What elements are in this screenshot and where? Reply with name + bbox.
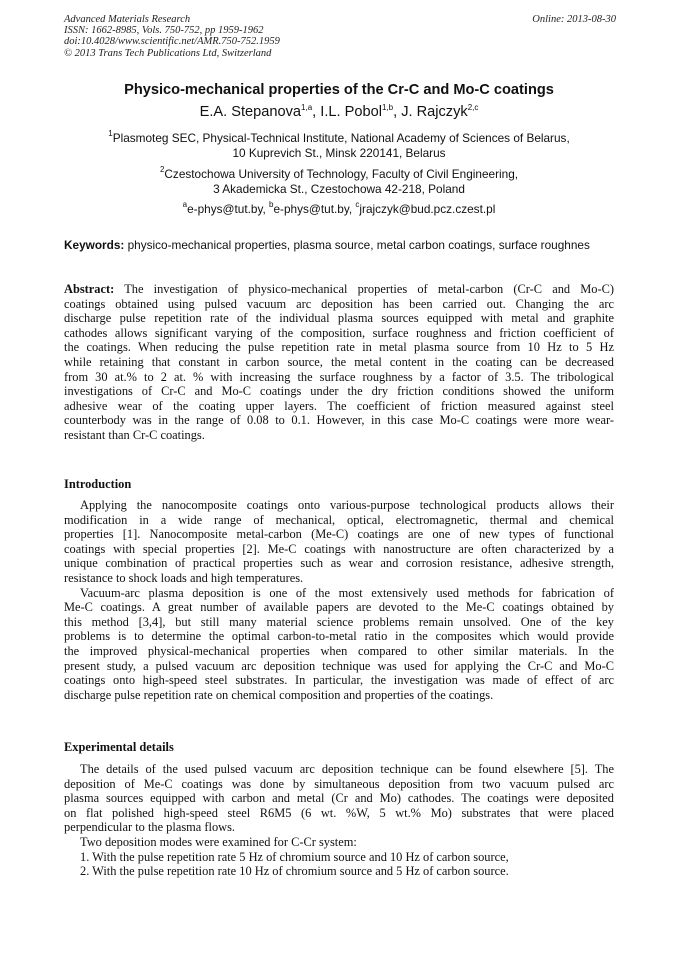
abstract-line: investigations of Cr-C and Mo-C coatings under the dry friction conditions showed the uniform: [64, 384, 614, 399]
abstract-label: Abstract:: [64, 282, 115, 296]
body-line: plasma sources equipped with carbon and metal (Cr and Mo) cathodes. The coatings were deposited: [64, 791, 614, 806]
journal-issn: ISSN: 1662-8985, Vols. 750-752, pp 1959-1962: [64, 25, 264, 37]
abstract-line: discharge pulse repetition rate of the individual plasma sources equipped with metal and graphite: [64, 311, 614, 326]
abstract-line: coatings obtained using pulsed vacuum arc deposition has been carried out. Changing the arc: [64, 296, 614, 311]
author-name: I.L. Pobol: [320, 104, 382, 120]
email-link[interactable]: e-phys@tut.by,: [187, 202, 266, 216]
abstract-line: counterbody was in the range of 0.08 to 0.1. However, in this case Mo-C coatings were more wear-: [64, 413, 614, 428]
email-mark: a: [182, 200, 188, 209]
body-line: Me-C coatings. A great number of available papers are devoted to the Me-C coatings obtained by: [64, 600, 614, 615]
body-line: unique combination of practical properties such as wear and corrosion resistance, adhesive strength,: [64, 556, 614, 571]
email-mark: c: [355, 200, 360, 209]
author-name: E.A. Stepanova: [199, 104, 302, 120]
section-heading-experimental: Experimental details: [64, 740, 174, 754]
affil-line: Czestochowa University of Technology, Faculty of Civil Engineering,: [164, 167, 519, 181]
abstract-line: from 30 at.% to 2 at. % with increasing the surface roughness by a factor of 3.5. The tribological: [64, 369, 614, 384]
journal-copyright: © 2013 Trans Tech Publications Ltd, Switzerland: [64, 47, 272, 59]
body-line: Vacuum-arc plasma deposition is one of the most extensively used methods for fabrication of: [80, 585, 614, 600]
abstract-line: cathodes allows significant varying of the composition, surface roughness and friction coefficient of: [64, 325, 614, 340]
body-line: coatings onto high-speed steel substrates. In particular, the investigation was made of effect of arc: [64, 673, 614, 688]
section-heading-introduction: Introduction: [64, 477, 132, 491]
affil-line: 3 Akademicka St., Czestochowa 42-218, Poland: [213, 181, 465, 196]
journal-name: Advanced Materials Research: [64, 14, 191, 25]
author-name: J. Rajczyk: [401, 104, 468, 120]
body-line: coatings with special properties [2]. Me-C coatings with nanostructure are often characterized by a: [64, 541, 614, 556]
affil-mark: 1: [108, 129, 113, 138]
body-line: perpendicular to the plasma flows.: [64, 820, 236, 835]
body-line: discharge pulse repetition rate on chemical composition and properties of the coatings.: [64, 687, 494, 702]
affiliation-2: [40, 167, 638, 196]
journal-doi[interactable]: doi:10.4028/www.scientific.net/AMR.750-752.1959: [64, 36, 280, 48]
abstract-line: resistant than Cr-C coatings.: [64, 427, 205, 442]
author-affil-mark: 1,a: [301, 103, 313, 112]
body-line: modification in a wide range of mechanical, optical, electromagnetic, thermal and chemical: [64, 512, 614, 527]
body-line: present study, a pulsed vacuum arc deposition technique was used for applying the Cr-C and Mo-C: [64, 658, 614, 673]
body-line: properties [1]. Nanocomposite metal-carbon (Me-C) coatings are one of new types of functional: [64, 527, 614, 542]
abstract-line: the coatings. When reducing the pulse repetition rate in metal plasma source from 10 Hz to 5 Hz: [64, 340, 614, 355]
body-line: this method [3,4], but still many material science problems remain unsolved. One of the key: [64, 614, 614, 629]
email-link[interactable]: e-phys@tut.by,: [273, 202, 353, 216]
abstract-line: adhesive wear of the coating upper layers. The coefficient of friction measured against steel: [64, 398, 614, 413]
experimental-body: [64, 762, 614, 879]
body-line: the improved physical-mechanical properties when compared to other similar materials. In the: [64, 643, 614, 658]
keywords-text: physico-mechanical properties, plasma source, metal carbon coatings, surface roughnes: [127, 238, 590, 252]
keywords: [64, 238, 614, 252]
affil-mark: 2: [159, 165, 165, 174]
list-item: 1. With the pulse repetition rate 5 Hz of chromium source and 10 Hz of carbon source,: [80, 849, 509, 864]
online-date: Online: 2013-08-30: [532, 14, 616, 25]
email-link[interactable]: jrajczyk@bud.pcz.czest.pl: [359, 202, 496, 216]
list-item: 2. With the pulse repetition rate 10 Hz of chromium source and 5 Hz of carbon source.: [80, 864, 509, 879]
body-line: on flat polished high-speed steel R6M5 (6 wt. %W, 5 wt.% Mo) substrates that were placed: [64, 805, 614, 820]
author-affil-mark: 1,b: [381, 103, 394, 112]
running-header: [64, 14, 616, 59]
affil-line: Plasmoteg SEC, Physical-Technical Institute, National Academy of Sciences of Belarus,: [112, 131, 570, 145]
author-list: E.A. Stepanova$^{1,a}$, I.L. Pobol$^{1,b}$, J. Rajczyk$^{2,c}$: [199, 103, 479, 120]
affil-line: 10 Kuprevich St., Minsk 220141, Belarus: [232, 145, 446, 160]
email-mark: b: [269, 200, 274, 209]
body-line: deposition of Me-C coatings was done by simultaneous deposition from two vacuum pulsed arc: [64, 776, 614, 791]
keywords-label: Keywords:: [64, 238, 125, 252]
body-line: resistance to shock loads and high temperatures.: [64, 570, 304, 585]
affiliation-1: [40, 131, 638, 160]
body-line: The details of the used pulsed vacuum arc deposition technique can be found elsewhere [5]. The: [80, 762, 614, 776]
author-emails: [40, 202, 638, 216]
abstract-line: The investigation of physico-mechanical properties of metal-carbon (Cr-C and Mo-C): [124, 282, 614, 296]
paper-title: Physico-mechanical properties of the Cr-C and Mo-C coatings: [124, 82, 554, 98]
abstract-line: while retaining that constant in carbon source, the metal content in the coating can be decreased: [64, 354, 614, 369]
introduction-body: [64, 498, 614, 702]
body-line: problems is to determine the optimal carbon-to-metal ratio in the composites which would provide: [64, 629, 614, 644]
body-line: Two deposition modes were examined for C-Cr system:: [80, 834, 357, 849]
abstract: [64, 282, 614, 443]
author-affil-mark: 2,c: [467, 103, 479, 112]
body-line: Applying the nanocomposite coatings onto various-purpose technological products allows their: [80, 498, 614, 512]
